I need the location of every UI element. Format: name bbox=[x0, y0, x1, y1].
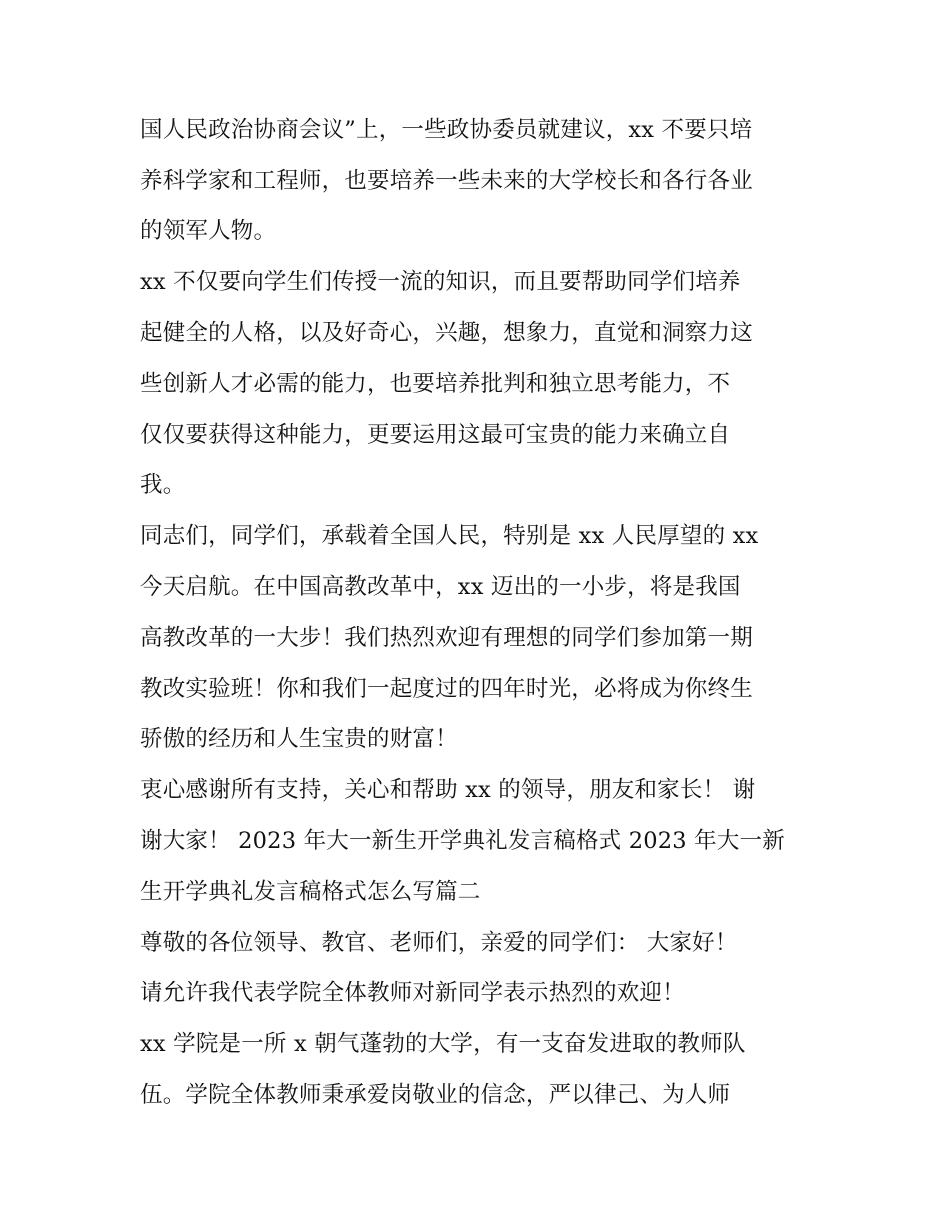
text-line: xx 不仅要向学生们传授一流的知识，而且要帮助同学们培养 bbox=[140, 269, 741, 295]
text-line: 我。 bbox=[140, 472, 186, 498]
text-line: 尊敬的各位领导、教官、老师们，亲爱的同学们： 大家好！ bbox=[140, 930, 738, 956]
text-line: 教改实验班！你和我们一起度过的四年时光，必将成为你终生 bbox=[140, 676, 753, 702]
text-line: 骄傲的经历和人生宝贵的财富！ bbox=[140, 726, 458, 752]
text-line: 国人民政治协商会议”上，一些政协委员就建议，xx 不要只培 bbox=[140, 117, 753, 143]
text-line: 仅仅要获得这种能力，更要运用这最可宝贵的能力来确立自 bbox=[140, 422, 731, 448]
text-line: 些创新人才必需的能力，也要培养批判和独立思考能力，不 bbox=[140, 371, 731, 397]
text-line: 衷心感谢所有支持，关心和帮助 xx 的领导，朋友和家长！ 谢 bbox=[140, 777, 756, 803]
text-line: 养科学家和工程师，也要培养一些未来的大学校长和各行各业 bbox=[140, 168, 753, 194]
text-line: 请允许我代表学院全体教师对新同学表示热烈的欢迎！ bbox=[140, 980, 685, 1006]
text-line: 起健全的人格，以及好奇心，兴趣，想象力，直觉和洞察力这 bbox=[140, 320, 753, 346]
text-line: 生开学典礼发言稿格式怎么写篇二 bbox=[140, 879, 481, 905]
text-line: xx 学院是一所 x 朝气蓬勃的大学，有一支奋发进取的教师队 bbox=[140, 1031, 746, 1057]
text-line: 谢大家！ 2023 年大一新生开学典礼发言稿格式 2023 年大一新 bbox=[140, 828, 785, 854]
text-line: 的领军人物。 bbox=[140, 218, 277, 244]
text-line: 高教改革的一大步！我们热烈欢迎有理想的同学们参加第一期 bbox=[140, 625, 753, 651]
text-line: 同志们，同学们，承载着全国人民，特别是 xx 人民厚望的 xx bbox=[140, 523, 759, 549]
text-line: 伍。学院全体教师秉承爱岗敬业的信念，严以律己、为人师 bbox=[140, 1082, 731, 1108]
text-line: 今天启航。在中国高教改革中，xx 迈出的一小步，将是我国 bbox=[140, 574, 741, 600]
